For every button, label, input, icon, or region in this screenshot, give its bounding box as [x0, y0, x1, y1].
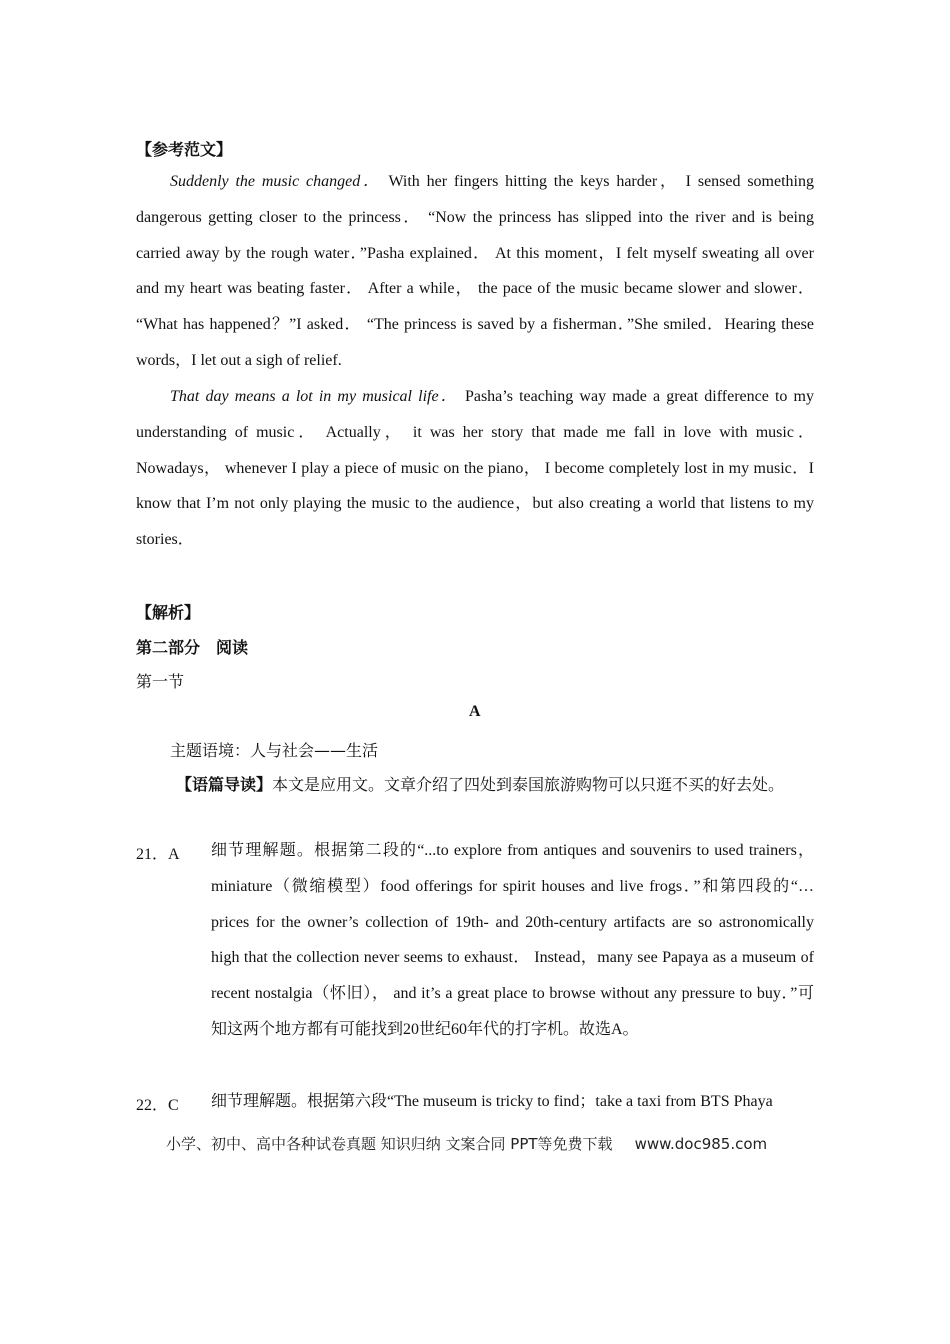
analysis-heading: 【解析】	[136, 603, 201, 622]
question-21-number: 21．A	[136, 846, 180, 863]
part-title: 第二部分 阅读	[136, 638, 249, 657]
page-footer	[166, 1133, 767, 1154]
section-title: 第一节	[136, 672, 185, 691]
paragraph-1-lead-sentence: Suddenly the music changed．	[170, 173, 382, 190]
theme-context: 主题语境：人与社会——生活	[170, 741, 379, 760]
question-22-explanation: 细节理解题。根据第六段“The museum is tricky to find；take a taxi from BTS Phaya	[211, 1093, 773, 1110]
paragraph-2-lead-sentence: That day means a lot in my musical life．	[170, 388, 459, 405]
paragraph-1-body: With her fingers hitting the keys harder， I sensed something dangerous getting closer to the princess． “Now the princess has slipped into the river and is being carried away by the rough water．”Pasha explained． At this moment，I felt myself sweating all over and my heart was beating faster． After a while， the pace of the music became slower and slower． “What has happened？”I asked． “The princess is saved by a fisherman．”She smiled．Hearing these words，I let out a sigh of relief.	[136, 173, 814, 369]
footer-text: 小学、初中、高中各种试卷真题 知识归纳 文案合同 PPT等免费下载	[166, 1135, 613, 1153]
sample-essay-paragraph-1	[136, 164, 814, 379]
passage-label: A	[469, 703, 481, 720]
sample-essay-heading: 【参考范文】	[136, 140, 233, 159]
passage-guide	[176, 772, 784, 795]
footer-site-link[interactable]: www.doc985.com	[634, 1135, 768, 1153]
passage-guide-heading: 【语篇导读】	[176, 775, 273, 794]
question-22-number: 22．C	[136, 1097, 179, 1114]
paragraph-2-body: Pasha’s teaching way made a great difference to my understanding of music． Actually， it was her story that made me fall in love with music． Nowadays， whenever I play a piece of music on the piano， I become completely lost in my music．I know that I’m not only playing the music to the audience，but also creating a world that listens to my stories．	[136, 388, 814, 549]
passage-guide-text: 本文是应用文。文章介绍了四处到泰国旅游购物可以只逛不买的好去处。	[272, 775, 785, 794]
sample-essay-paragraph-2	[136, 379, 814, 558]
question-21-explanation: 细节理解题。根据第二段的“...to explore from antiques and souvenirs to used trainers，miniature（微缩模型）food offerings for spirit houses and live frogs．”和第四段的“…prices for the owner’s collection of 19th- and 20th-century artifacts are so astronomically high that the collection never seems to exhaust． Instead，many see Papaya as a museum of recent nostalgia（怀旧）， and it’s a great place to browse without any pressure to buy．”可知这两个地方都有可能找到20世纪60年代的打字机。故选A。	[211, 842, 814, 1038]
